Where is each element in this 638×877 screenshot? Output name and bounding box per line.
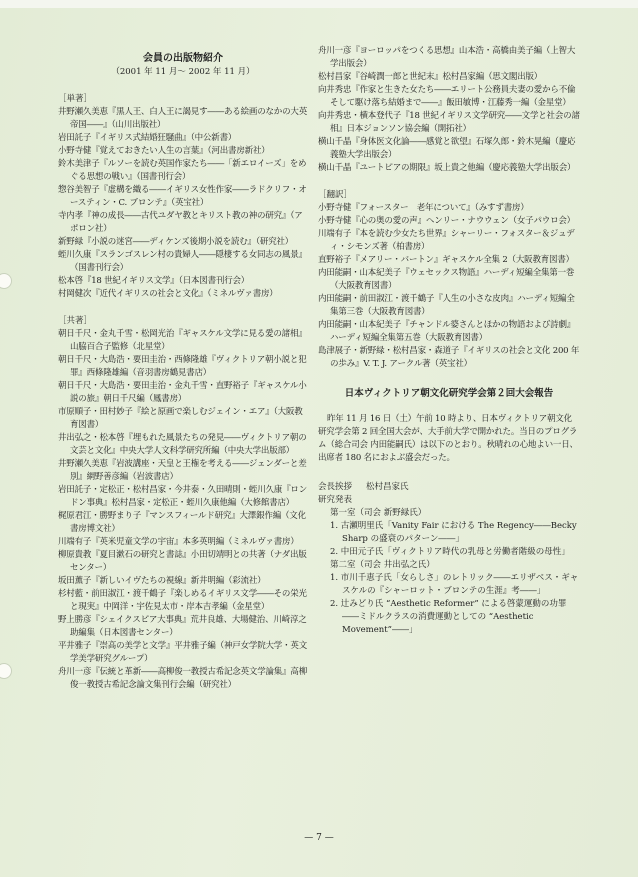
room-two-heading: 第二室（司会 井出弘之氏）	[330, 560, 435, 570]
list-item: 朝日千尺・金丸千雪・松岡光治『ギャスケル文学に見る愛の諸相』山脇百合子監修（北星堂）	[58, 329, 307, 352]
list-item: 横山千晶『ユートピアの期限』坂上貴之他編（慶応義塾大学出版会）	[318, 163, 576, 173]
list-item: 内田能嗣・山本紀美子『ウェセックス物語』ハーディ短編全集第一巻（大阪教育図書）	[318, 268, 575, 291]
talk-item: 2. 中田元子氏「ヴィクトリア時代の乳母と労働者階級の母性」	[330, 547, 570, 557]
greeting-line	[318, 481, 580, 494]
list-item: 松村昌家『谷崎潤一郎と世紀末』松村昌家編（思文閣出版）	[318, 72, 543, 82]
list-item: 内田能嗣・山本紀美子『チャンドル婆さんとほかの物語および詩劇』ハーディ短編全集第五巻（大阪教育図書）	[318, 320, 576, 343]
section-joint-author: ［共著］	[58, 316, 93, 326]
list-item: 柳原貴教『夏目漱石の研究と書誌』小田切靖明との共著（ナダ出版センター）	[58, 550, 307, 573]
list-item: 小野寺健『フォースター 老年について』（みすず書房）	[318, 203, 529, 213]
list-item: 内田能嗣・前田淑江・渡千鶴子『人生の小さな皮肉』ハーディ短編全集第三巻（大阪教育図書）	[318, 294, 575, 317]
right-column	[318, 45, 580, 637]
list-item: 村岡健次『近代イギリスの社会と文化』（ミネルヴァ書房）	[58, 289, 278, 299]
talk-item: 2. 辻みどり氏 “Aesthetic Reformer” による啓蒙運動の功罪――ミドルクラスの消費運動としての “Aesthetic Movement”――」	[330, 599, 567, 635]
greeting-label: 会長挨拶	[318, 482, 353, 492]
publications-period: （2001 年 11 月～ 2002 年 11 月）	[111, 67, 255, 77]
list-item: 井野瀬久美恵『岩波講座・天皇と王権を考える――ジェンダーと差別』網野善彦編（岩波書店）	[58, 459, 307, 482]
publications-title: 会員の出版物紹介	[143, 53, 223, 64]
report-paragraph: 昨年 11 月 16 日（土）午前 10 時より、日本ヴィクトリア朝文化研究学会第 2 回全国大会が、大手前大学で開かれた。当日のプログラム（総合司会 内田能嗣氏）は以下のとおり。秋晴れの心地よい一日、出席者 180 名におよぶ盛会だった。	[318, 414, 578, 463]
talk-item: 1. 古瀬明里氏「Vanity Fair における The Regency――Becky Sharp の盛衰のパターン――」	[330, 521, 577, 544]
list-item: 松本啓『18 世紀イギリス文学』（日本図書刊行会）	[58, 276, 250, 286]
joint-author-list	[58, 328, 308, 692]
list-item: 市原順子・田村妙子『絵と原画で楽しむジェイン・エア』（大阪教育図書）	[58, 407, 303, 430]
list-item: 川端有子『本を読む少女たち世界』シャーリー・フォスター＆ジュディ・シモンズ著（柏書房）	[318, 229, 575, 252]
list-item: 川端有子『英米児童文学の宇宙』本多英明編（ミネルヴァ書房）	[58, 537, 299, 547]
list-item: 直野裕子『メアリー・バートン』ギャスケル全集 2（大阪教育図書）	[318, 255, 574, 265]
list-item: 蛭川久康『スランゴスレン村の貴婦人――隠棲する女同志の風景』（国書刊行会）	[58, 250, 307, 273]
list-item: 小野寺健『覚えておきたい人生の言葉』（河出書房新社）	[58, 146, 270, 156]
page-number: — 7 —	[304, 833, 334, 843]
list-item: 島津展子・新野緑・松村昌家・森道子『イギリスの社会と文化 200 年の歩み』V. T. J. アークル著（英宝社）	[318, 346, 580, 369]
list-item: 坂田薫子『新しいイヴたちの視線』新井明編（彩流社）	[58, 576, 266, 586]
list-item: 杉村藍・前田淑江・渡千鶴子『楽しめるイギリス文学――その栄光と現実』中岡洋・宇佐見太市・岸本吉孝編（金星堂）	[58, 589, 307, 612]
list-item: 平井雅子『崇高の美学と文学』平井雅子編（神戸女学院大学・英文学美学研究グループ）	[58, 641, 308, 664]
list-item: 小野寺健『心の奥の愛の声』ヘンリー・ナウウェン（女子パウロ会）	[318, 216, 575, 226]
binder-hole	[0, 273, 12, 289]
talk-item: 1. 市川千恵子氏「女らしさ」のレトリック――エリザベス・ギャスケルの『シャーロット・ブロンテの生涯』考――」	[330, 573, 579, 596]
single-author-list	[58, 106, 308, 301]
list-item: 新野緑『小説の迷宮――ディケンズ後期小説を読む』（研究社）	[58, 237, 294, 247]
list-item: 岩田託子『イギリス式結婚狂騒曲』（中公新書）	[58, 133, 237, 143]
list-item: 横山千晶『身体医文化論――感覚と欲望』石塚久郎・鈴木晃編（慶応義塾大学出版会）	[318, 137, 576, 160]
list-item: 向井秀忠・横本登代子『18 世紀イギリス文学研究――文学と社会の諸相』日本ジョンソン協会編（開拓社）	[318, 111, 580, 134]
page-top-edge	[0, 0, 638, 8]
list-item: 朝日千尺・大島浩・要田圭治・金丸千雪・直野裕子『ギャスケル小説の旅』朝日千尺編（鳳書房）	[58, 381, 307, 404]
list-item: 梶原君江・勝野まり子『マンスフィールド研究』大澤銀作編（文化書房博文社）	[58, 511, 306, 534]
research-label: 研究発表	[318, 495, 353, 505]
room-one-heading: 第一室（司会 新野緑氏）	[330, 508, 427, 518]
list-item: 岩田託子・定松正・松村昌家・今井泰・久田晴則・蛭川久康『ロンドン事典』松村昌家・定松正・蛭川久康他編（大修館書店）	[58, 485, 308, 508]
list-item: 鈴木美津子『ルソーを読む英国作家たち――「新エロイーズ」をめぐる思想の戦い』（国書刊行会）	[58, 159, 307, 182]
list-item: 朝日千尺・大島浩・要田圭治・西條隆雄『ヴィクトリア朝小説と犯罪』西條隆雄編（音羽書房鶴見書店）	[58, 355, 307, 378]
joint-author-list-continued	[318, 45, 580, 175]
translation-list	[318, 202, 580, 371]
list-item: 惣谷美智子『虚構を織る――イギリス女性作家――ラドクリフ・オースティン・C. ブロンテ』（英宝社）	[58, 185, 307, 208]
section-single-author: ［単著］	[58, 94, 93, 104]
binder-hole	[0, 663, 12, 679]
left-column	[58, 52, 308, 692]
report-title: 日本ヴィクトリア朝文化研究学会第２回大会報告	[344, 388, 554, 399]
list-item: 井野瀬久美恵『黒人王、白人王に謁見す――ある絵画のなかの大英帝国――』（山川出版社）	[58, 107, 308, 130]
list-item: 向井秀忠『作家と生きた女たち――エリート公務員夫妻の愛から不倫そして駆け落ち結婚まで――』飯田敏博・江藤秀一編（金星堂）	[318, 85, 576, 108]
list-item: 舟川一彦『伝統と革新――高柳俊一教授古希記念英文学論集』高柳俊一教授古希記念論文集刊行会編（研究社）	[58, 667, 308, 690]
list-item: 寺内孝『神の成長――古代ユダヤ教とキリスト教の神の研究』（アポロン社）	[58, 211, 303, 234]
list-item: 舟川一彦『ヨーロッパをつくる思想』山本浩・高橋由美子編（上智大学出版会）	[318, 46, 576, 69]
list-item: 井出弘之・松本啓『埋もれた風景たちの発見――ヴィクトリア朝の文芸と文化』中央大学人文科学研究所編（中央大学出版部）	[58, 433, 307, 456]
section-translation: ［翻訳］	[318, 190, 353, 200]
list-item: 野上勝彦『シェイクスピア大事典』荒井良雄、大場健治、川崎淳之助編集（日本図書センター）	[58, 615, 307, 638]
greeting-name: 松村昌家氏	[366, 482, 409, 492]
